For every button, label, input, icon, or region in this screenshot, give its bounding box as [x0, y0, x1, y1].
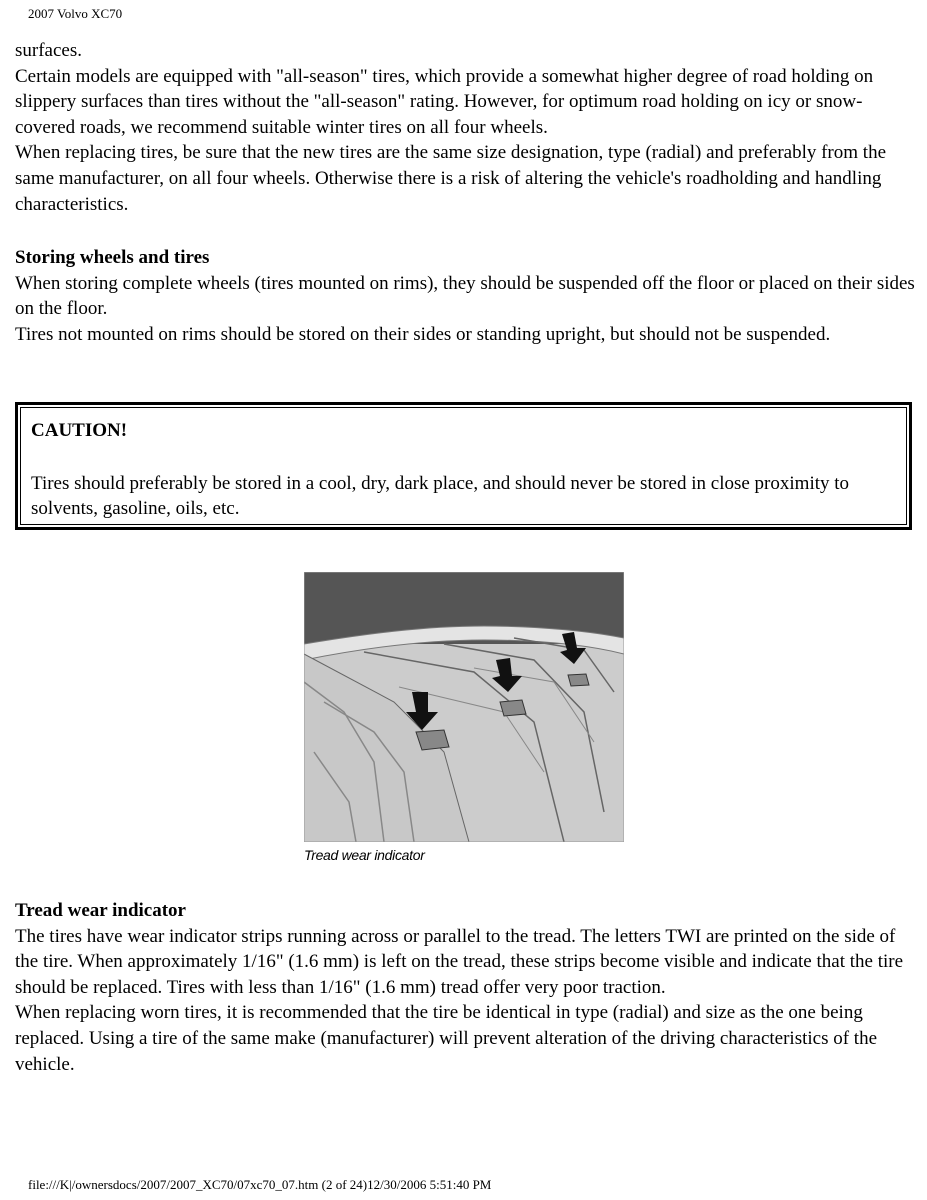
intro-paragraph: Certain models are equipped with "all-season" tires, which provide a somewhat higher degree of road holding on slippery surfaces than tires without the "all-season" rating. However, for optimum road holding on icy or snow-covered roads, we recommend suitable winter tires on all four wheels. [15, 65, 874, 138]
storing-section [15, 245, 915, 347]
tread-illustration [304, 572, 624, 842]
tread-section [15, 898, 915, 1077]
figure-caption: Tread wear indicator [304, 847, 425, 863]
intro-paragraph: surfaces. [15, 40, 82, 61]
page-footer: file:///K|/ownersdocs/2007/2007_XC70/07xc70_07.htm (2 of 24)12/30/2006 5:51:40 PM [28, 1177, 492, 1192]
intro-paragraph: When replacing tires, be sure that the new tires are the same size designation, type (radial) and preferably from the same manufacturer, on all four wheels. Otherwise there is a risk of altering the vehicle's roadholding and handling characteristics. [15, 142, 887, 215]
tread-wear-figure [304, 572, 624, 842]
caution-box-inner [20, 407, 907, 525]
storing-heading: Storing wheels and tires [15, 247, 210, 268]
storing-paragraph: Tires not mounted on rims should be stored on their sides or standing upright, but should not be suspended. [15, 323, 831, 345]
caution-text: Tires should preferably be stored in a cool, dry, dark place, and should never be stored in close proximity to solvents, gasoline, oils, etc. [31, 472, 850, 520]
tread-paragraph: The tires have wear indicator strips running across or parallel to the tread. The letters TWI are printed on the side of the tire. When approximately 1/16" (1.6 mm) is left on the tread, these strips become visible and indicate that the tire should be replaced. Tires with less than 1/16" (1.6 mm) tread offer very poor traction. [15, 925, 904, 998]
tread-heading: Tread wear indicator [15, 900, 186, 921]
storing-paragraph: When storing complete wheels (tires mounted on rims), they should be suspended off the floor or placed on their sides on the floor. [15, 272, 915, 320]
caution-box [15, 402, 912, 530]
page-header: 2007 Volvo XC70 [28, 6, 123, 21]
intro-section [15, 38, 915, 217]
caution-title: CAUTION! [31, 420, 128, 441]
tread-paragraph: When replacing worn tires, it is recommended that the tire be identical in type (radial) and size as the one being replaced. Using a tire of the same make (manufacturer) will prevent alteration of the driving characteristics of the vehicle. [15, 1002, 878, 1075]
